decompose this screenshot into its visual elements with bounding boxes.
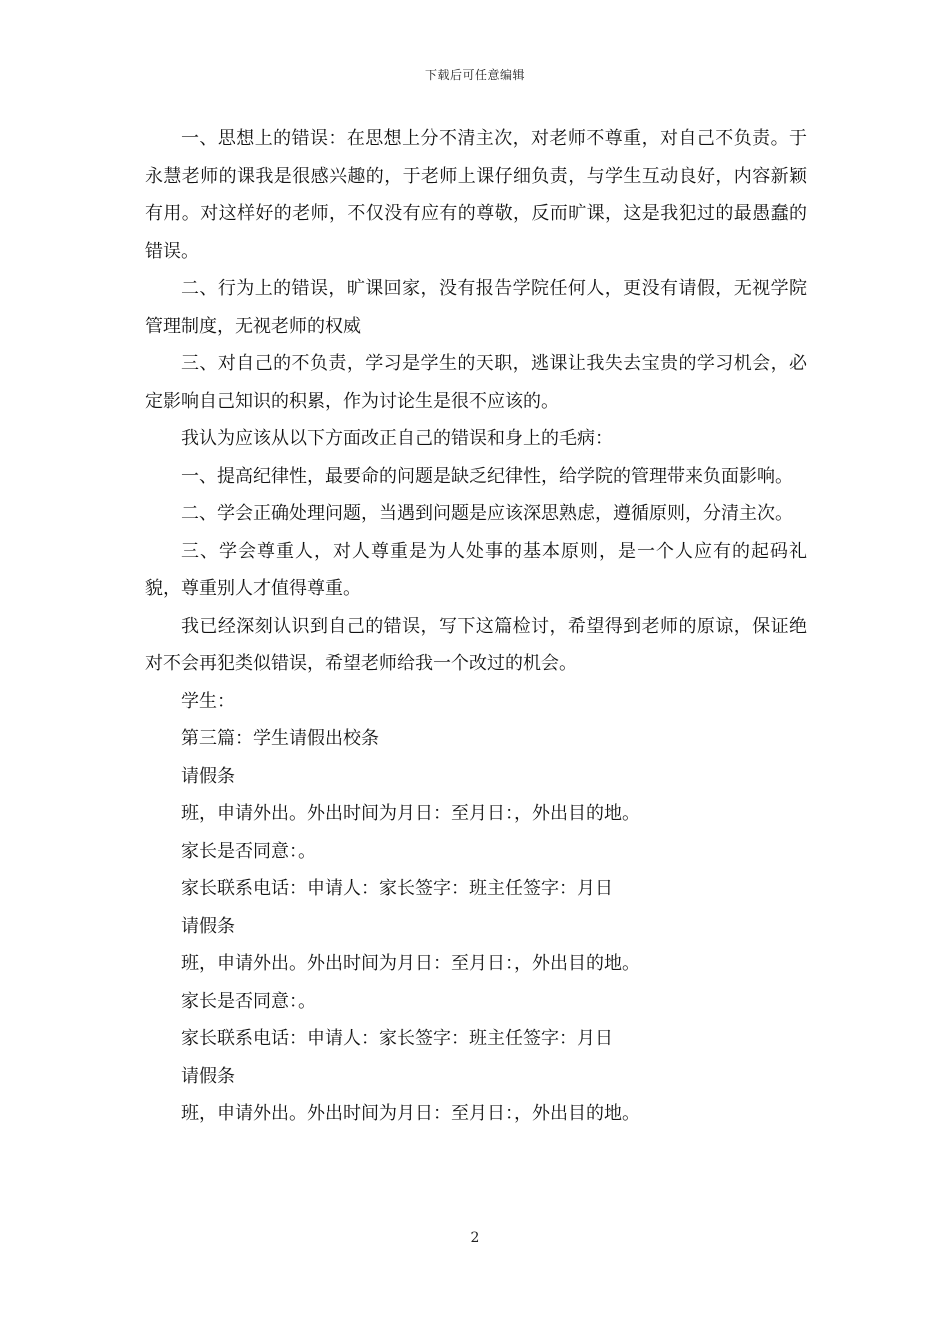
page-header-note: 下载后可任意编辑 xyxy=(424,68,525,82)
form-line: 家长是否同意：。 xyxy=(181,840,316,862)
form-line: 家长联系电话：申请人：家长签字：班主任签字：月日 xyxy=(181,878,613,899)
paragraph: 三、学会尊重人，对人尊重是为人处事的基本原则，是一个人应有的起码礼貌，尊重别人才值得尊重。 xyxy=(145,540,807,599)
form-line: 家长联系电话：申请人：家长签字：班主任签字：月日 xyxy=(181,1028,613,1049)
form-line: 家长是否同意：。 xyxy=(181,990,316,1012)
paragraph: 三、对自己的不负责，学习是学生的天职，逃课让我失去宝贵的学习机会，必定影响自己知识的积累，作为讨论生是很不应该的。 xyxy=(145,353,807,412)
form-line: 班，申请外出。外出时间为月日：至月日：，外出目的地。 xyxy=(181,1103,640,1124)
paragraph: 一、提高纪律性，最要命的问题是缺乏纪律性，给学院的管理带来负面影响。 xyxy=(181,465,793,487)
form-line: 班，申请外出。外出时间为月日：至月日：，外出目的地。 xyxy=(181,803,640,824)
paragraph: 我认为应该从以下方面改正自己的错误和身上的毛病： xyxy=(181,428,613,449)
form-title: 请假条 xyxy=(181,1065,235,1087)
paragraph: 二、学会正确处理问题，当遇到问题是应该深思熟虑，遵循原则，分清主次。 xyxy=(181,503,793,524)
document-body xyxy=(145,120,807,1133)
form-title: 请假条 xyxy=(181,915,235,937)
form-line: 班，申请外出。外出时间为月日：至月日：，外出目的地。 xyxy=(181,953,640,974)
section-heading: 第三篇：学生请假出校条 xyxy=(181,728,379,749)
paragraph: 一、思想上的错误：在思想上分不清主次，对老师不尊重，对自己不负责。于永慧老师的课我是很感兴趣的，于老师上课仔细负责，与学生互动良好，内容新颖有用。对这样好的老师，不仅没有应有的尊敬，反而旷课，这是我犯过的最愚蠢的错误。 xyxy=(145,128,807,262)
page-number: 2 xyxy=(470,1230,480,1246)
paragraph: 我已经深刻认识到自己的错误，写下这篇检讨，希望得到老师的原谅，保证绝对不会再犯类似错误，希望老师给我一个改过的机会。 xyxy=(145,615,807,674)
paragraph: 二、行为上的错误，旷课回家，没有报告学院任何人，更没有请假，无视学院管理制度，无视老师的权威 xyxy=(145,278,807,337)
form-title: 请假条 xyxy=(181,765,235,787)
signature-line: 学生： xyxy=(181,690,235,712)
